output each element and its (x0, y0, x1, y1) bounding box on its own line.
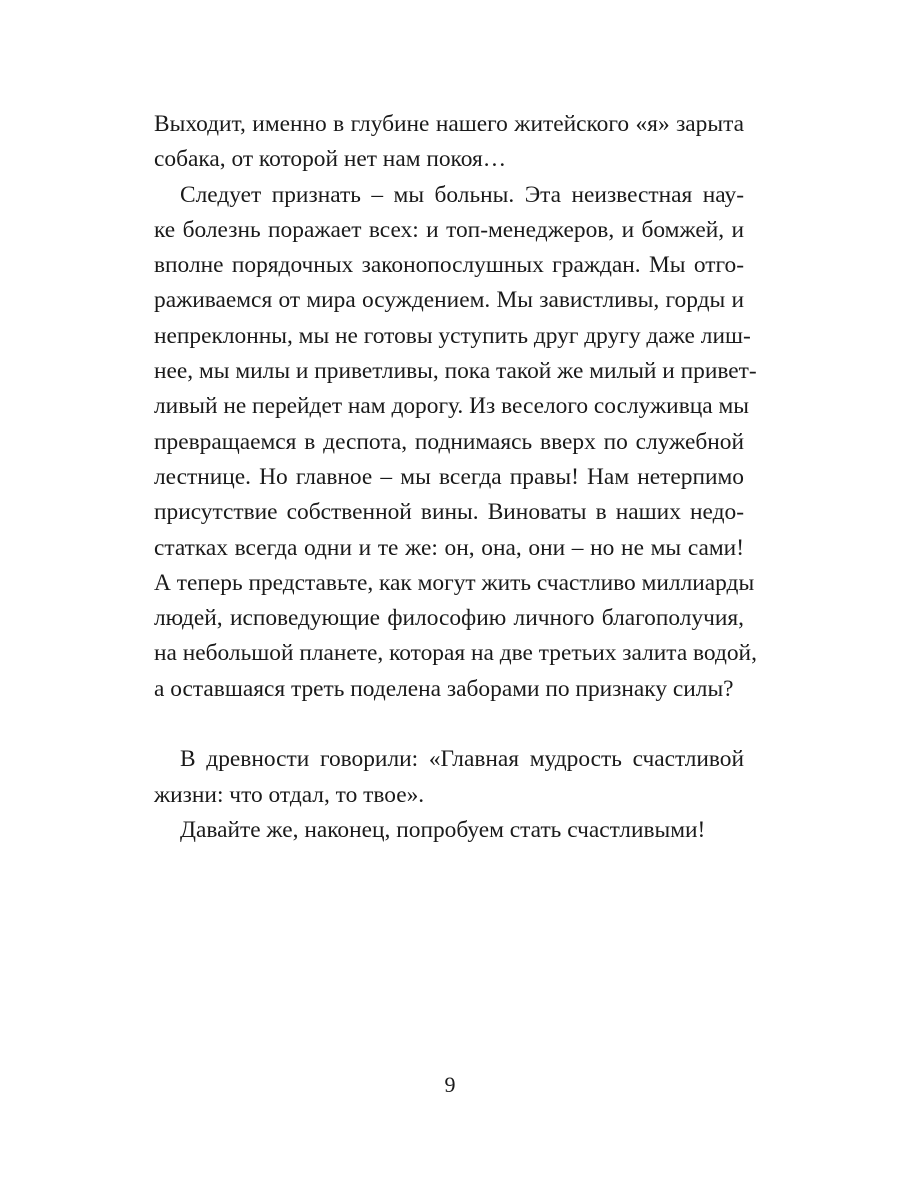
paragraph-2 (154, 178, 757, 707)
page-body (154, 107, 757, 848)
paragraph-spacer (154, 707, 744, 742)
text-line: присутствие собственной вины. Виноваты в наших недо- (154, 499, 744, 526)
text-line: лестнице. Но главное – мы всегда правы! Нам нетерпимо (154, 463, 744, 490)
text-line: непреклонны, мы не готовы уступить друг другу даже лиш- (154, 322, 751, 349)
text-line: статках всегда одни и те же: он, она, они – но не мы сами! (154, 534, 744, 561)
text-line: жизни: что отдал, то твое». (154, 781, 425, 808)
paragraph-3 (154, 742, 744, 813)
text-line: превращаемся в деспота, поднимаясь вверх по служебной (154, 428, 744, 455)
text-line: раживаемся от мира осуждением. Мы завистливы, горды и (154, 287, 744, 314)
text-line: вполне порядочных законопослушных граждан. Мы отго- (154, 252, 744, 279)
text-line: А теперь представьте, как могут жить счастливо миллиарды (154, 569, 755, 596)
text-line: Следует признать – мы больны. Эта неизвестная нау- (180, 181, 744, 208)
text-line: В древности говорили: «Главная мудрость счастливой (180, 746, 744, 773)
text-line: а оставшаяся треть поделена заборами по признаку силы? (154, 675, 734, 702)
text-line: ливый не перейдет нам дорогу. Из веселого сослуживца мы (154, 393, 749, 420)
text-line: нее, мы милы и приветливы, пока такой же милый и привет- (154, 358, 757, 385)
text-line: Давайте же, наконец, попробуем стать счастливыми! (180, 816, 706, 843)
text-line: ке болезнь поражает всех: и топ-менеджеров, и бомжей, и (154, 216, 744, 243)
paragraph-4 (154, 813, 744, 848)
paragraph-1 (154, 107, 744, 178)
text-line: на небольшой планете, которая на две третьих залита водой, (154, 640, 757, 667)
text-line: людей, исповедующие философию личного благополучия, (154, 605, 744, 632)
text-line: Выходит, именно в глубине нашего житейского «я» зарыта (154, 111, 744, 137)
text-line: собака, от которой нет нам покоя… (154, 146, 507, 173)
page-number: 9 (444, 1072, 456, 1097)
